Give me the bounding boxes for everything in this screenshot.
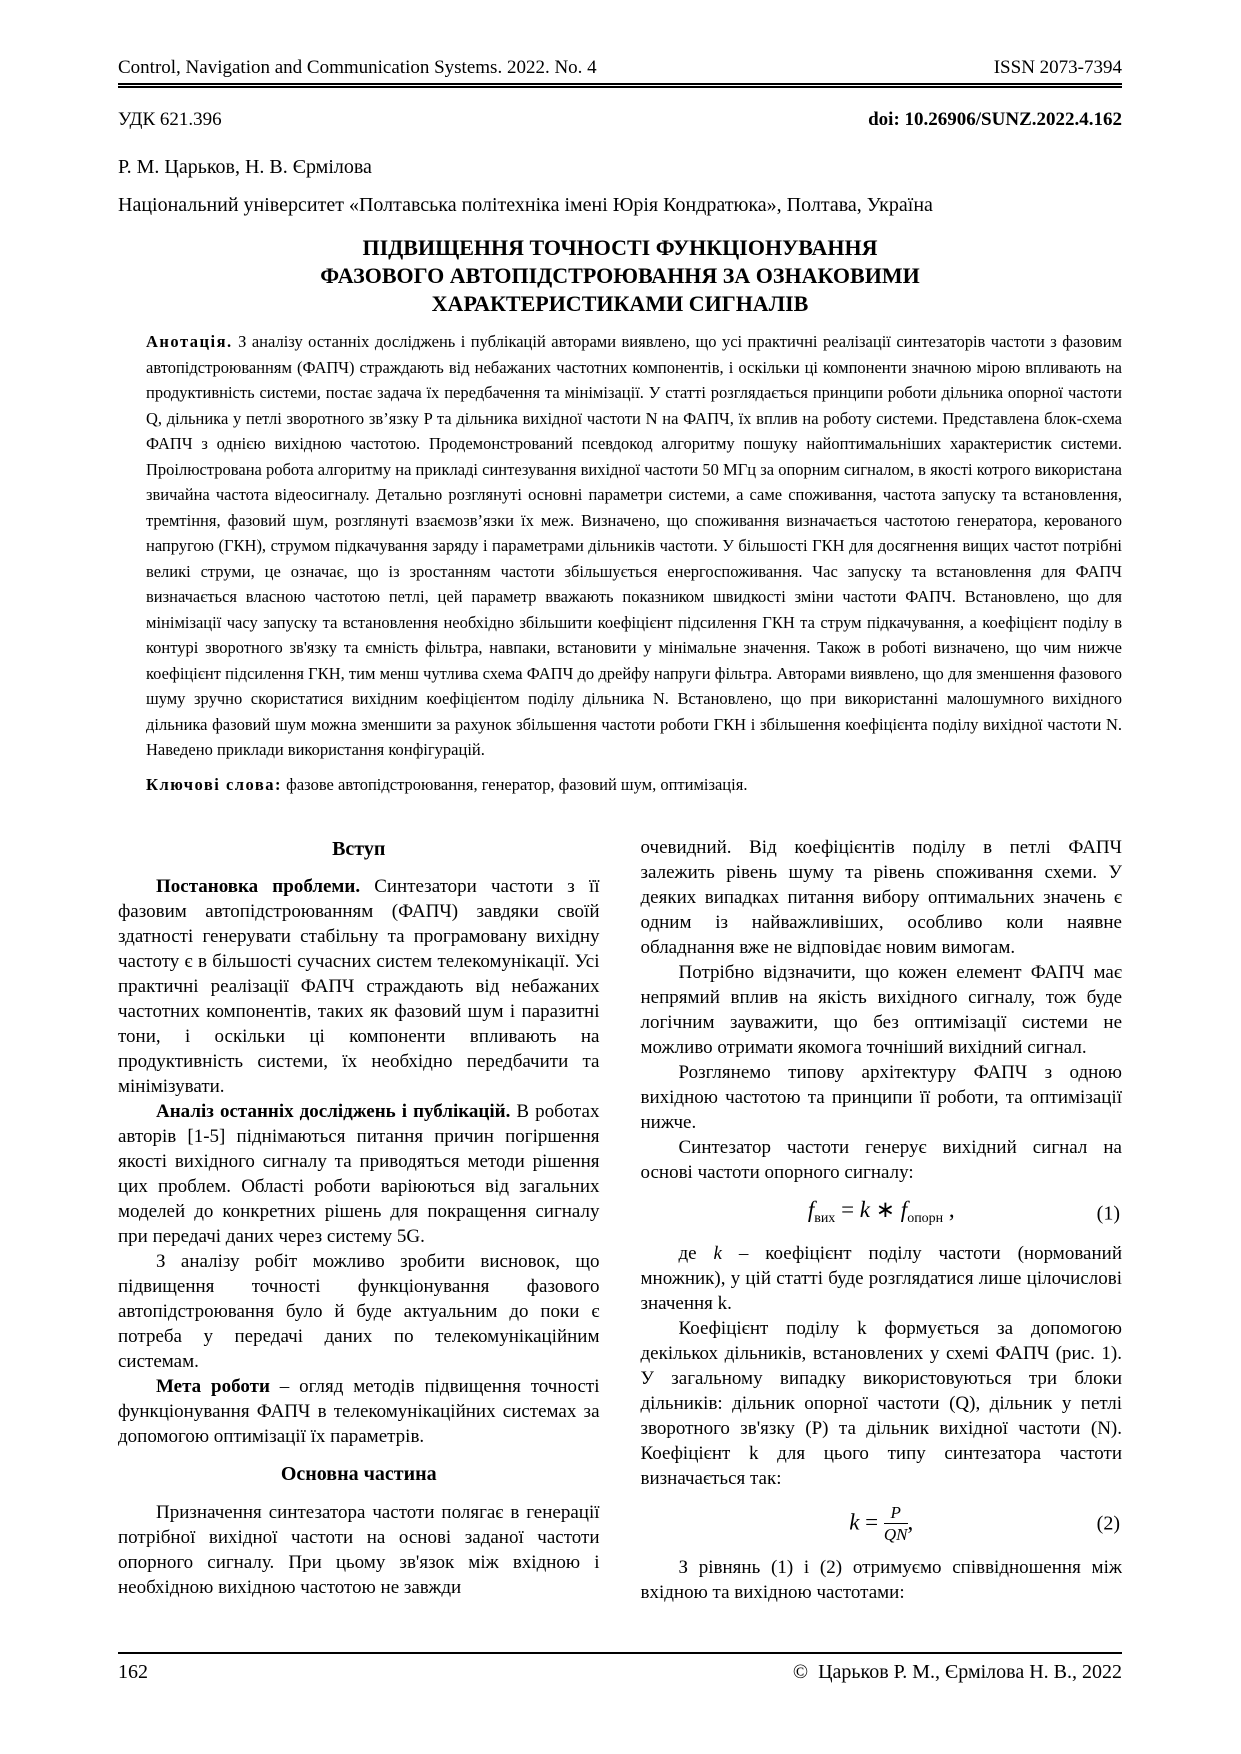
intro-paragraph-problem-lead: Постановка проблеми. — [156, 875, 361, 897]
formula-1-f-ref: f — [900, 1196, 908, 1222]
formula-1 — [641, 1197, 1123, 1231]
intro-paragraph-problem — [118, 874, 600, 1099]
right-column — [641, 835, 1123, 1605]
keywords-text: фазове автопідстроювання, генератор, фазовий шум, оптимізація. — [282, 774, 748, 794]
formula-1-f-out: f — [807, 1196, 815, 1222]
formula-2-fraction — [884, 1503, 908, 1545]
abstract-label: Анотація. — [146, 332, 233, 351]
intro-paragraph-analysis-text: В роботах авторів [1-5] піднімаються питання причин погіршення якості вихідного сигналу та приводяться методи рішення цих проблем. Області роботи варіюються від загальних моделей до конкретних рішень для покращення сигналу при передачі даних через систему 5G. — [118, 1100, 600, 1247]
intro-paragraph-goal-lead: Мета роботи — [156, 1375, 270, 1397]
intro-paragraph-conclusion: З аналізу робіт можливо зробити висновок, що підвищення точності функціонування фазового автопідстроювання було й буде актуальним до поки є потреба у передачі даних по телекомунікаційним системам. — [118, 1250, 600, 1372]
copyright-text: Царьков Р. М., Єрмілова Н. В., 2022 — [818, 1661, 1122, 1683]
page-number: 162 — [118, 1661, 148, 1683]
authors-line: Р. М. Царьков, Н. В. Єрмілова — [118, 156, 372, 178]
main-paragraph-1: Призначення синтезатора частоти полягає в генерації потрібної вихідної частоти на основі заданої частоти опорного сигналу. При цьому зв'язок між вхідною і необхідною вихідною частотою не завжди — [118, 1501, 600, 1598]
affiliation-line: Національний університет «Полтавська політехніка імені Юрія Кондратюка», Полтава, Україна — [118, 194, 933, 216]
keywords — [146, 772, 1122, 797]
article-title-line-3: ХАРАКТЕРИСТИКАМИ СИГНАЛІВ — [431, 291, 809, 316]
intro-paragraph-analysis-lead: Аналіз останніх досліджень і публікацій. — [156, 1100, 511, 1122]
right-paragraph-continuation: очевидний. Від коефіцієнтів поділу в петлі ФАПЧ залежить рівень шуму та рівень споживання схеми. У деяких випадках питання вибору оптимальних значень є одним із найважливіших, особливо коли наявне обладнання вже не відповідає новим вимогам. — [640, 836, 1122, 958]
right-paragraph-k-definition — [641, 1241, 1123, 1316]
article-title-line-2: ФАЗОВОГО АВТОПІДСТРОЮВАННЯ ЗА ОЗНАКОВИМИ — [320, 263, 920, 288]
intro-paragraph-problem-text: Синтезатори частоти з її фазовим автопідстроюванням (ФАПЧ) завдяки своїй здатності генерувати стабільну та програмовану вихідну частоту є в більшості сучасних систем телекомунікації. Усі практичні реалізації ФАПЧ страждають від небажаних частотних компонентів, таких як фазовий шум і паразитні тони, і оскільки ці компоненти впливають на продуктивність системи, їх необхідно передбачити та мінімізувати. — [118, 875, 600, 1097]
intro-paragraph-goal — [118, 1374, 600, 1449]
formula-1-comma: , — [943, 1196, 955, 1222]
formula-1-k: k — [859, 1196, 871, 1222]
body-columns — [118, 835, 1122, 1605]
meta-row — [118, 109, 1122, 131]
formula-1-f-ref-sub: опорн — [907, 1210, 944, 1226]
formula-2 — [641, 1503, 1123, 1545]
copyright — [783, 1661, 1122, 1684]
main-heading: Основна частина — [280, 1462, 437, 1485]
journal-header — [118, 56, 1122, 88]
right-paragraph-note: Потрібно відзначити, що кожен елемент ФАПЧ має непрямий вплив на якість вихідного сигналу, тож буде логічним зауважити, що без оптимізації системи не можливо отримати якомога точніший вихідний сигнал. — [640, 961, 1122, 1058]
intro-paragraph-goal-text: – огляд методів підвищення точності функціонування ФАПЧ в телекомунікаційних системах за допомогою оптимізації їх параметрів. — [118, 1375, 600, 1447]
formula-1-operator: ∗ — [870, 1196, 901, 1222]
udc-code: УДК 621.396 — [118, 109, 222, 130]
k-definition-pre: де — [678, 1242, 714, 1264]
k-definition-symbol: k — [713, 1242, 722, 1264]
copyright-symbol: © — [792, 1661, 809, 1683]
intro-heading: Вступ — [332, 837, 386, 860]
abstract-text: З аналізу останніх досліджень і публікацій авторами виявлено, що усі практичні реалізації синтезаторів частоти з фазовим автопідстроюванням (ФАПЧ) страждають від небажаних частотних компонентів, і оскільки ці компоненти значною мірою впливають на продуктивність системи, постає задача їх передбачення та мінімізації. У статті розглядається принципи роботи дільника опорної частоти Q, дільника у петлі зворотного зв’язку P та дільника вихідної частоти N на ФАПЧ, їх вплив на роботу системи. Представлена блок-схема ФАПЧ з однією вихідною частотою. Продемонстрований псевдокод алгоритму пошуку найоптимальніших характеристик системи. Проілюстрована робота алгоритму на прикладі синтезування вихідної частоти 50 МГц за опорним сигналом, в якості котрого використана звичайна частота відеосигналу. Детально розглянуті основні параметри системи, а саме споживання, частота запуску та встановлення, тремтіння, фазовий шум, розглянуті взаємозв’язки їх меж. Визначено, що споживання визначається частотою генератора, керованого напругою (ГКН), струмом підкачування заряду і параметрами дільників частоти. У більшості ГКН для досягнення вищих частот потрібні великі струми, це означає, що із зростанням частоти збільшується енергоспоживання. Час запуску та встановлення для ФАПЧ визначається власною частотою петлі, цей параметр вважають показником швидкості зміни частоти ФАПЧ. Встановлено, що для мінімізації часу запуску та встановлення необхідно збільшити коефіцієнт підсилення ГКН та струм підкачування, а коефіцієнт поділу в контурі зворотного зв'язку та ємність фільтра, навпаки, встановити у мінімальне значення. Також в роботі визначено, що чим нижче коефіцієнт підсилення ГКН, тим менш чутлива схема ФАПЧ до дрейфу напруги фільтра. Авторами виявлено, що для зменшення фазового шуму зручно скористатися вихідним коефіцієнтом поділу дільника N. Встановлено, що при використанні малошумного вихідного дільника фазовий шум можна зменшити за рахунок збільшення частоти роботи ГКН і збільшення коефіцієнта поділу вихідної частоти N. Наведено приклади використання конфігурацій. — [146, 332, 1122, 759]
formula-2-equals: = — [859, 1508, 884, 1534]
right-paragraph-architecture: Розглянемо типову архітектуру ФАПЧ з одною вихідною частотою та принципи її роботи, та оптимізації нижче. — [640, 1061, 1122, 1133]
article-title-line-1: ПІДВИЩЕННЯ ТОЧНОСТІ ФУНКЦІОНУВАННЯ — [362, 235, 878, 260]
abstract — [146, 329, 1122, 763]
formula-1-number: (1) — [1096, 1202, 1120, 1224]
issn: ISSN 2073-7394 — [993, 57, 1122, 78]
doi: doi: 10.26906/SUNZ.2022.4.162 — [868, 109, 1122, 130]
left-column — [118, 835, 600, 1605]
right-paragraph-synthesizer: Синтезатор частоти генерує вихідний сигнал на основі частоти опорного сигналу: — [640, 1136, 1122, 1183]
formula-2-number: (2) — [1096, 1512, 1120, 1535]
formula-1-f-out-sub: вих — [814, 1210, 836, 1226]
journal-title: Control, Navigation and Communication Systems. 2022. No. 4 — [118, 57, 597, 78]
formula-2-comma: , — [907, 1508, 914, 1534]
keywords-label: Ключові слова: — [146, 774, 283, 794]
article-title — [118, 234, 1122, 318]
formula-2-denominator: QN — [883, 1525, 908, 1545]
intro-paragraph-analysis — [118, 1099, 600, 1249]
right-paragraph-relation: З рівнянь (1) і (2) отримуємо співвідношення між вхідною та вихідною частотами: — [640, 1556, 1122, 1603]
formula-2-numerator: P — [884, 1503, 908, 1525]
right-paragraph-dividers: Коефіцієнт поділу k формується за допомогою декількох дільників, встановлених у схемі ФАПЧ (рис. 1). У загальному випадку використовуються три блоки дільників: дільник опорної частоти (Q), дільник у петлі зворотного зв'язку (P) та дільник вихідної частоти (N). Коефіцієнт k для цього типу синтезатора частоти визначається так: — [640, 1317, 1122, 1489]
page-footer — [118, 1652, 1122, 1684]
formula-2-k: k — [849, 1508, 860, 1534]
formula-1-equals: = — [835, 1196, 860, 1222]
k-definition-text: – коефіцієнт поділу частоти (нормований множник), у цій статті буде розглядатися лише цілочислові значення k. — [640, 1242, 1122, 1314]
